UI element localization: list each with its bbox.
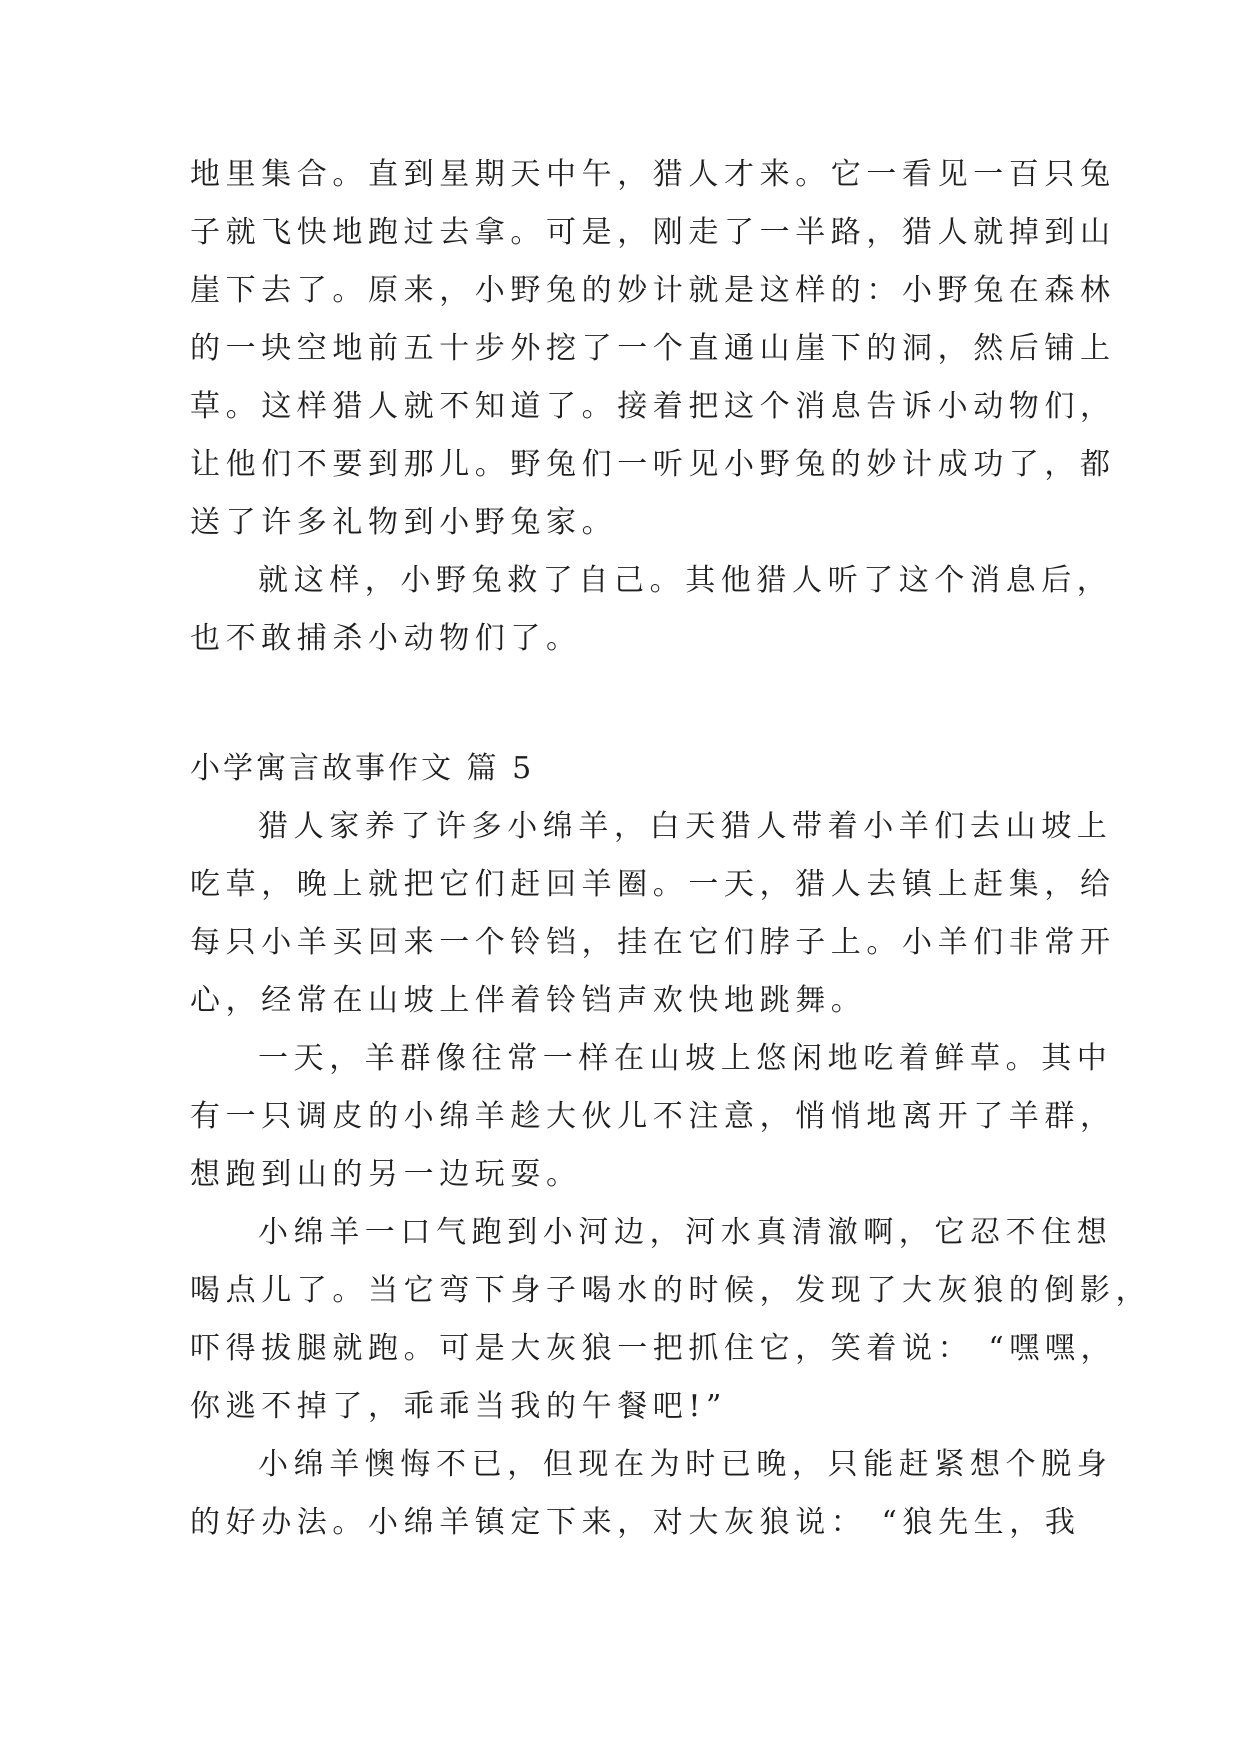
section-heading: 小学寓言故事作文 篇 5 bbox=[190, 751, 535, 786]
text-line: 地里集合。直到星期天中午，猎人才来。它一看见一百只兔 bbox=[190, 157, 1116, 192]
text-line: 你逃不掉了，乖乖当我的午餐吧!” bbox=[190, 1389, 727, 1424]
text-line: 喝点儿了。当它弯下身子喝水的时候，发现了大灰狼的倒影， bbox=[190, 1273, 1152, 1308]
text-line: 吓得拔腿就跑。可是大灰狼一把抓住它，笑着说： “嘿嘿， bbox=[190, 1331, 1117, 1366]
text-line: 每只小羊买回来一个铃铛，挂在它们脖子上。小羊们非常开 bbox=[190, 925, 1116, 960]
text-line: 小绵羊懊悔不已，但现在为时已晚，只能赶紧想个脱身 bbox=[258, 1447, 1113, 1482]
text-line: 小绵羊一口气跑到小河边，河水真清澈啊，它忍不住想 bbox=[258, 1215, 1113, 1250]
text-line: 草。这样猎人就不知道了。接着把这个消息告诉小动物们， bbox=[190, 389, 1116, 424]
text-line: 的一块空地前五十步外挖了一个直通山崖下的洞，然后铺上 bbox=[190, 331, 1116, 366]
text-line: 送了许多礼物到小野兔家。 bbox=[190, 505, 618, 540]
text-line: 心，经常在山坡上伴着铃铛声欢快地跳舞。 bbox=[190, 983, 867, 1018]
text-line: 吃草，晚上就把它们赶回羊圈。一天，猎人去镇上赶集，给 bbox=[190, 867, 1116, 902]
text-line: 子就飞快地跑过去拿。可是，刚走了一半路，猎人就掉到山 bbox=[190, 215, 1116, 250]
text-line: 让他们不要到那儿。野兔们一听见小野兔的妙计成功了，都 bbox=[190, 447, 1116, 482]
text-line: 就这样，小野兔救了自己。其他猎人听了这个消息后， bbox=[258, 563, 1113, 598]
text-line: 有一只调皮的小绵羊趁大伙儿不注意，悄悄地离开了羊群， bbox=[190, 1099, 1116, 1134]
text-line: 想跑到山的另一边玩耍。 bbox=[190, 1157, 582, 1192]
text-line: 的好办法。小绵羊镇定下来，对大灰狼说： “狼先生，我 bbox=[190, 1505, 1081, 1540]
text-line: 崖下去了。原来，小野兔的妙计就是这样的：小野兔在森林 bbox=[190, 273, 1116, 308]
text-line: 猎人家养了许多小绵羊，白天猎人带着小羊们去山坡上 bbox=[258, 809, 1113, 844]
text-line: 一天，羊群像往常一样在山坡上悠闲地吃着鲜草。其中 bbox=[258, 1041, 1113, 1076]
story-5-text bbox=[190, 798, 1152, 1552]
text-line: 也不敢捕杀小动物们了。 bbox=[190, 621, 582, 656]
story-4-text bbox=[190, 146, 1116, 668]
